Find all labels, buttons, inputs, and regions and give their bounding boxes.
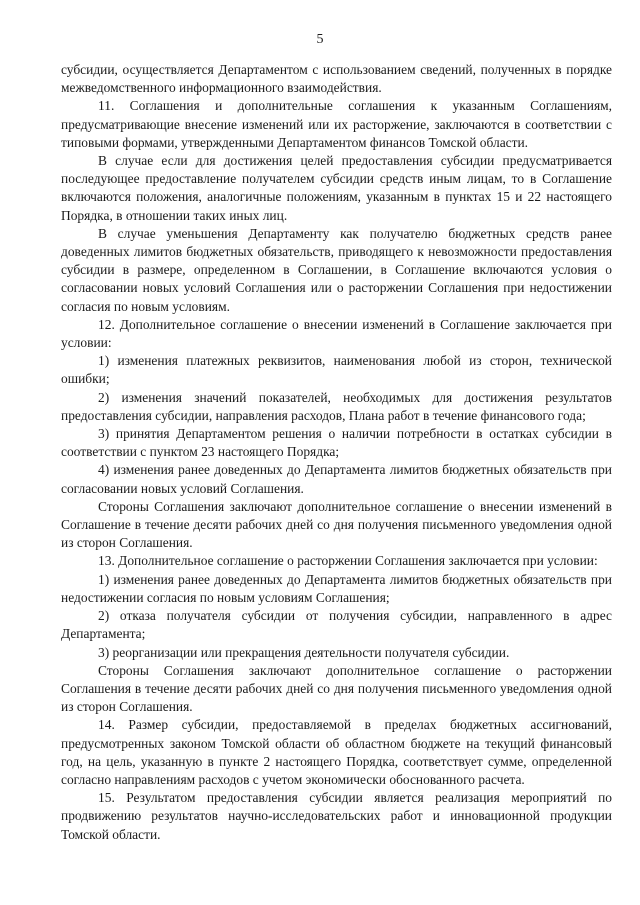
- paragraph-clause-13: 13. Дополнительное соглашение о расторжении Соглашения заключается при условии:: [98, 553, 598, 569]
- list-item: 1) изменения ранее доведенных до Департамента лимитов бюджетных обязательств при недостижении согласия по новым условиям Соглашения;: [61, 571, 612, 605]
- paragraph-clause-15: 15. Результатом предоставления субсидии является реализация мероприятий по продвижению результатов научно-исследовательских работ и инновационной продукции Томской области.: [61, 790, 612, 842]
- paragraph: В случае уменьшения Департаменту как получателю бюджетных средств ранее доведенных лимитов бюджетных обязательств, приводящего к невозможности предоставления субсидии в размере, определенном в Соглашении, в Соглашение включаются условия о согласовании новых условий Соглашения или о расторжении Соглашения при недостижении согласия по новым условиям.: [61, 225, 612, 314]
- paragraph: Стороны Соглашения заключают дополнительное соглашение о внесении изменений в Соглашение в течение десяти рабочих дней со дня получения письменного уведомления одной из сторон Соглашения.: [61, 498, 612, 551]
- paragraph-clause-14: 14. Размер субсидии, предоставляемой в пределах бюджетных ассигнований, предусмотренных законом Томской области об областном бюджете на текущий финансовый год, на цель, указанную в пункте 2 настоящего Порядка, соответствует сумме, определенной согласно направлениям расходов с учетом экономически обоснованного расчета.: [61, 717, 612, 787]
- list-item: 3) реорганизации или прекращения деятельности получателя субсидии.: [98, 644, 510, 660]
- page-number: 5: [316, 32, 324, 47]
- list-item: 2) изменения значений показателей, необходимых для достижения результатов предоставления субсидии, направления расходов, Плана работ в течение финансового года;: [61, 389, 612, 423]
- list-item: 3) принятия Департаментом решения о наличии потребности в остатках субсидии в соответствии с пунктом 23 настоящего Порядка;: [61, 426, 612, 460]
- paragraph-clause-11: 11. Соглашения и дополнительные соглашения к указанным Соглашениям, предусматривающие внесение изменений или их расторжение, заключаются в соответствии с типовыми формами, утвержденными Департаментом финансов Томской области.: [61, 98, 612, 150]
- list-item: 4) изменения ранее доведенных до Департамента лимитов бюджетных обязательств при согласовании новых условий Соглашения.: [61, 462, 612, 496]
- paragraph-continuation: субсидии, осуществляется Департаментом с использованием сведений, полученных в порядке межведомственного информационного взаимодействия.: [61, 62, 612, 96]
- list-item: 2) отказа получателя субсидии от получения субсидии, направленного в адрес Департамента;: [61, 608, 612, 642]
- paragraph: Стороны Соглашения заключают дополнительное соглашение о расторжении Соглашения в течение десяти рабочих дней со дня получения письменного уведомления одной из сторон Соглашения.: [61, 662, 612, 715]
- document-body: [61, 61, 612, 844]
- list-item: 1) изменения платежных реквизитов, наименования любой из сторон, технической ошибки;: [61, 353, 612, 387]
- paragraph-clause-12: 12. Дополнительное соглашение о внесении изменений в Соглашение заключается при условии:: [61, 316, 612, 351]
- paragraph: В случае если для достижения целей предоставления субсидии предусматривается последующее предоставление получателем субсидии средств иным лицам, то в Соглашение включаются положения, аналогичные положениям, указанным в пунктах 15 и 22 настоящего Порядка, в отношении таких иных лиц.: [61, 153, 612, 223]
